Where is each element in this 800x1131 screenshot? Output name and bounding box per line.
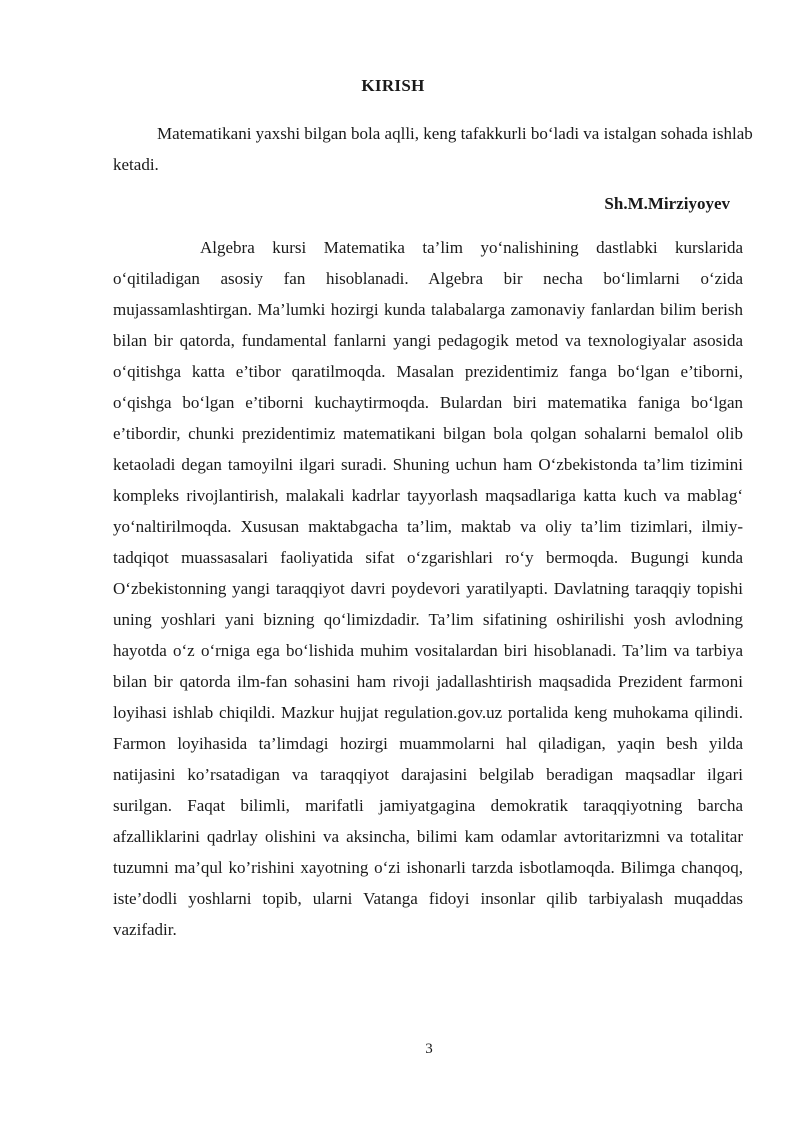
body-paragraph: Algebra kursi Matematika ta’lim yo‘nalishining dastlabki kurslarida o‘qitiladigan asosiy fan hisoblanadi. Algebra bir necha bo‘limlarni o‘zida mujassamlashtirgan. Ma’lumki hozirgi kunda talabalarga zamonaviy fanlardan bilim berish bilan bir qatorda, fundamental fanlarni yangi pedagogik metod va texnologiyalar asosida o‘qitishga katta e’tibor qaratilmoqda. Masalan prezidentimiz fanga bo‘lgan e’tiborni, o‘qishga bo‘lgan e’tiborni kuchaytirmoqda. Bulardan biri matematika faniga bo‘lgan e’tibordir, chunki prezidentimiz matematikani bilgan bola qolgan sohalarni bemalol olib ketaoladi degan tamoyilni ilgari suradi. Shuning uchun ham O‘zbekistonda ta’lim tizimini kompleks rivojlantirish, malakali kadrlar tayyorlash maqsadlariga katta kuch va mablag‘ yo‘naltirilmoqda. Xususan maktabgacha ta’lim, maktab va oliy ta’lim tizimlari, ilmiy-tadqiqot muassasalari faoliyatida sifat o‘zgarishlari ro‘y bermoqda. Bugungi kunda O‘zbekistonning yangi taraqqiyot davri poydevori yaratilyapti. Davlatning taraqqiy topishi uning yoshlari yani bizning qo‘limizdadir. Ta’lim sifatining oshirilishi yosh avlodning hayotda o‘z o‘rniga ega bo‘lishida muhim vositalardan biri hisoblanadi. Ta’lim va tarbiya bilan bir qatorda ilm-fan sohasini ham rivoji jadallashtirish maqsadida Prezident farmoni loyihasi ishlab chiqildi. Mazkur hujjat regulation.gov.uz portalida keng muhokama qilindi. Farmon loyihasida ta’limdagi hozirgi muammolarni hal qiladigan, yaqin besh yilda natijasini ko’rsatadigan va taraqqiyot darajasini belgilab beradigan maqsadlar ilgari surilgan. Faqat bilimli, marifatli jamiyatgagina demokratik taraqqiyotning barcha afzalliklarini qadrlay olishini va aksincha, bilimi kam odamlar avtoritarizmni va totalitar tuzumni ma’qul ko’rishini xayotning o‘zi ishonarli tarzda isbotlamoqda. Bilimga chanqoq, iste’dodli yoshlarni topib, ularni Vatanga fidoyi insonlar qilib tarbiyalash muqaddas vazifadir. <box>113 238 743 939</box>
page-title: KIRISH <box>361 76 425 95</box>
epigraph-quote: Matematikani yaxshi bilgan bola aqlli, keng tafakkurli bo‘ladi va istalgan sohada ishlab ketadi. <box>113 124 753 174</box>
epigraph-author: Sh.M.Mirziyoyev <box>604 194 730 213</box>
page-number: 3 <box>425 1041 433 1057</box>
